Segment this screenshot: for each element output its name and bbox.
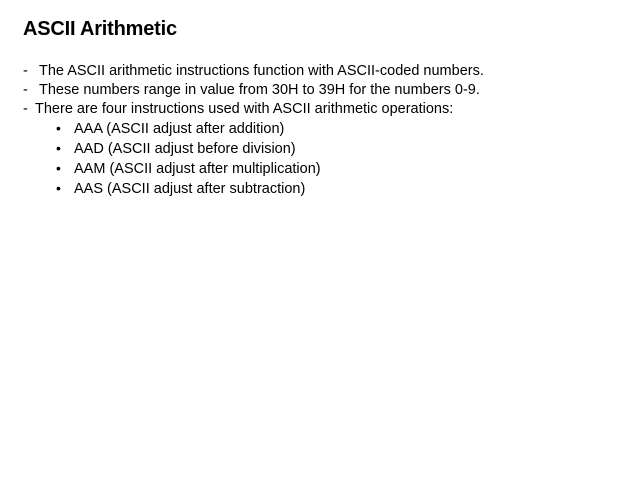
instruction-list <box>23 119 623 199</box>
instruction-item <box>23 119 623 139</box>
point-line <box>23 62 623 81</box>
bullet-icon: • <box>56 180 61 196</box>
dash-marker: - <box>23 82 28 98</box>
bullet-icon: • <box>56 160 61 176</box>
point-text: The ASCII arithmetic instructions function with ASCII-coded numbers. <box>39 63 484 79</box>
point-text: There are four instructions used with ASCII arithmetic operations: <box>35 101 454 117</box>
dash-marker: - <box>23 63 28 79</box>
instruction-text: AAA (ASCII adjust after addition) <box>74 121 285 137</box>
instruction-item <box>23 139 623 159</box>
slide-title: ASCII Arithmetic <box>23 18 177 40</box>
instruction-item <box>23 179 623 199</box>
bullet-icon: • <box>56 120 61 136</box>
bullet-icon: • <box>56 140 61 156</box>
instruction-text: AAM (ASCII adjust after multiplication) <box>74 161 321 177</box>
point-line <box>23 81 623 100</box>
instruction-item <box>23 159 623 179</box>
point-line <box>23 100 623 119</box>
dash-marker: - <box>23 101 28 117</box>
instruction-text: AAD (ASCII adjust before division) <box>74 141 296 157</box>
point-text: These numbers range in value from 30H to 39H for the numbers 0-9. <box>39 82 480 98</box>
instruction-text: AAS (ASCII adjust after subtraction) <box>74 181 306 197</box>
slide-content <box>23 62 623 199</box>
